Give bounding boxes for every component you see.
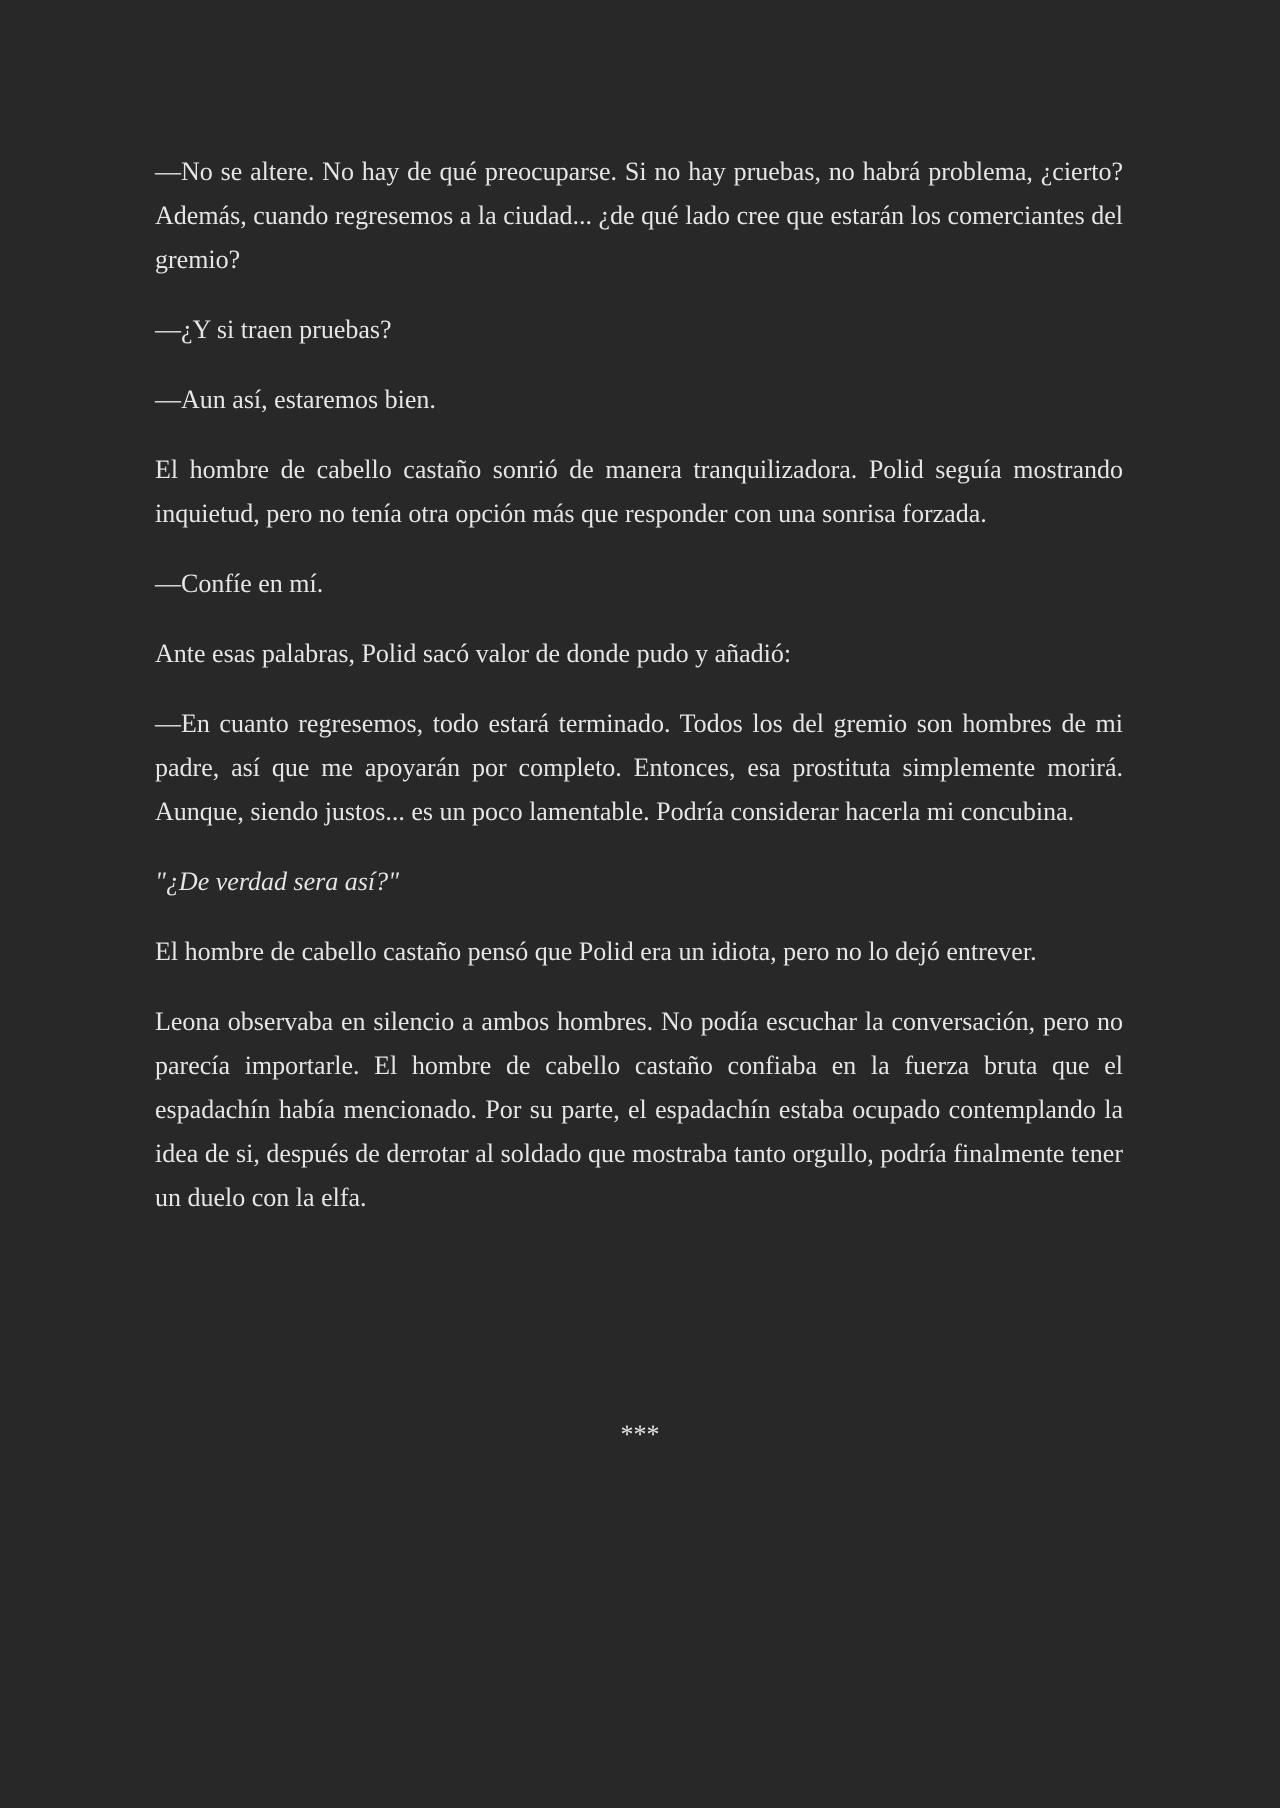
paragraph-2: —¿Y si traen pruebas? bbox=[155, 315, 392, 344]
paragraph-6: Ante esas palabras, Polid sacó valor de donde pudo y añadió: bbox=[155, 639, 792, 668]
paragraph-4: El hombre de cabello castaño sonrió de manera tranquilizadora. Polid seguía mostrando inquietud, pero no tenía otra opción más que responder con una sonrisa forzada. bbox=[155, 455, 1123, 528]
reader-page bbox=[155, 150, 1123, 1246]
paragraph-5: —Confíe en mí. bbox=[155, 569, 324, 598]
paragraph-10: Leona observaba en silencio a ambos hombres. No podía escuchar la conversación, pero no parecía importarle. El hombre de cabello castaño confiaba en la fuerza bruta que el espadachín había mencionado. Por su parte, el espadachín estaba ocupado contemplando la idea de si, después de derrotar al soldado que mostraba tanto orgullo, podría finalmente tener un duelo con la elfa. bbox=[155, 1007, 1123, 1212]
paragraph-7: —En cuanto regresemos, todo estará terminado. Todos los del gremio son hombres de mi padre, así que me apoyarán por completo. Entonces, esa prostituta simplemente morirá. Aunque, siendo justos... es un poco lamentable. Podría considerar hacerla mi concubina. bbox=[155, 709, 1123, 826]
paragraph-3: —Aun así, estaremos bien. bbox=[155, 385, 436, 414]
paragraph-8-thought: "¿De verdad sera así?" bbox=[155, 867, 400, 896]
paragraph-9: El hombre de cabello castaño pensó que Polid era un idiota, pero no lo dejó entrever. bbox=[155, 937, 1037, 966]
scene-separator: *** bbox=[620, 1420, 660, 1449]
paragraph-1: —No se altere. No hay de qué preocuparse. Si no hay pruebas, no habrá problema, ¿cierto? Además, cuando regresemos a la ciudad... ¿de qué lado cree que estarán los comerciantes del gremio? bbox=[155, 157, 1123, 274]
